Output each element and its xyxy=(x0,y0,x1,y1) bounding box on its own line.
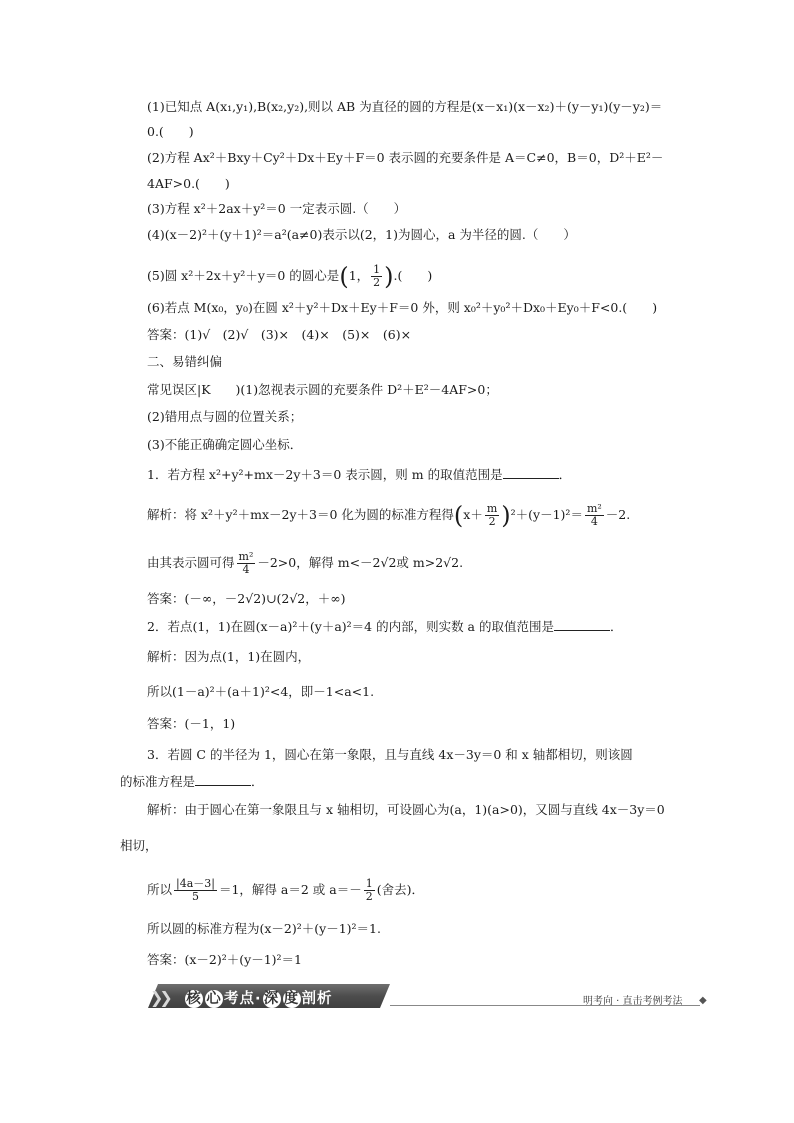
common-error-2: (2)错用点与圆的位置关系； xyxy=(147,409,303,424)
exercise-2-question xyxy=(147,618,623,635)
fraction-m-over-2 xyxy=(485,503,499,528)
question-5-inner: 1， xyxy=(348,268,370,283)
exercise-1-text: 1．若方程 x²+y²+mx－2y＋3＝0 表示圆，则 m 的取值范围是 xyxy=(147,467,503,482)
banner-right-note: 明考向 · 直击考例考法 xyxy=(583,996,683,1007)
banner-char-5: 度 xyxy=(283,991,300,1007)
exercise-3-answer: 答案：(x－2)²＋(y－1)²＝1 xyxy=(147,952,302,967)
diamond-icon: ◆ xyxy=(699,995,707,1006)
answer-blank xyxy=(195,773,251,786)
exercise-1-question xyxy=(147,466,571,483)
solution-1-prefix: 解析：将 x²＋y²＋mx－2y＋3＝0 化为圆的标准方程得 xyxy=(147,507,454,522)
question-5-prefix: (5)圆 x²＋2x＋y²＋y＝0 的圆心是 xyxy=(147,268,340,283)
fraction-denominator: 5 xyxy=(192,890,199,903)
fraction-numerator: m xyxy=(486,502,498,515)
question-5 xyxy=(147,264,432,289)
solution-1b-prefix: 由其表示圆可得 xyxy=(147,555,235,570)
exercise-3-question-b xyxy=(120,773,264,790)
common-error-3: (3)不能正确确定圆心坐标． xyxy=(147,437,303,452)
solution-3-suffix: (舍去)． xyxy=(376,882,424,897)
exercise-1-answer: 答案：(－∞，－2√2)∪(2√2，＋∞) xyxy=(147,591,346,606)
question-3: (3)方程 x²＋2ax＋y²＝0 一定表示圆.（ ） xyxy=(147,201,407,216)
question-5-suffix: .( ) xyxy=(393,268,433,283)
right-paren: ) xyxy=(501,501,511,530)
exercise-2-solution-b: 所以(1－a)²＋(a＋1)²<4，即－1<a<1. xyxy=(147,684,375,699)
exercise-1-solution-b xyxy=(147,551,463,576)
exercise-3-end: ． xyxy=(251,774,264,789)
exercise-2-end: ． xyxy=(609,619,623,634)
fraction-one-half xyxy=(364,878,375,903)
fraction-denominator: 2 xyxy=(488,515,496,528)
answer-blank xyxy=(503,466,559,479)
answer-part-1: 答案：(1)√ (2)√ (3)× (4)× (5)× (6)× xyxy=(147,327,412,342)
exercise-2-text: 2．若点(1，1)在圆(x－a)²＋(y＋a)²＝4 的内部，则实数 a 的取值范围是 xyxy=(147,619,554,634)
solution-1-middle: ²＋(y－1)²＝ xyxy=(510,507,583,522)
exercise-1-end: ． xyxy=(558,467,572,482)
question-6: (6)若点 M(x₀，y₀)在圆 x²＋y²＋Dx＋Ey＋F＝0 外，则 x₀²＋y₀²＋Dx₀＋Ey₀＋F<0.( ) xyxy=(147,300,658,315)
banner-char-3: 考点 xyxy=(224,991,255,1007)
fraction-numerator: 1 xyxy=(365,877,373,890)
fraction-m2-over-4 xyxy=(585,503,604,528)
chevron-right-icon: ❯❯ xyxy=(150,988,169,1007)
fraction-numerator: m² xyxy=(238,550,254,563)
fraction-denominator: 4 xyxy=(590,515,598,528)
exercise-3-solution-b: 相切， xyxy=(120,838,158,853)
fraction-denominator: 4 xyxy=(242,563,250,576)
section-banner xyxy=(148,984,390,1008)
solution-1-inner: x＋ xyxy=(463,507,483,522)
banner-char-1: 核 xyxy=(186,991,202,1007)
answer-blank xyxy=(554,618,610,631)
solution-1-tail: －2. xyxy=(605,507,631,522)
question-2-line-a: (2)方程 Ax²＋Bxy＋Cy²＋Dx＋Ey＋F＝0 表示圆的充要条件是 A＝C≠0，B＝0，D²＋E²－ xyxy=(147,150,664,165)
fraction-numerator: |4a－3| xyxy=(176,877,215,890)
section-2-heading: 二、易错纠偏 xyxy=(147,354,223,369)
banner-separator: · xyxy=(255,991,262,1007)
exercise-1-solution-a xyxy=(147,503,630,528)
banner-char-4: 深 xyxy=(263,991,280,1007)
question-4: (4)(x－2)²＋(y＋1)²＝a²(a≠0)表示以(2，1)为圆心，a 为半径的圆.（ ） xyxy=(147,227,576,242)
fraction-one-half xyxy=(371,264,382,289)
exercise-3-solution-c xyxy=(147,878,424,903)
fraction-abs-over-5 xyxy=(174,878,217,903)
left-paren: ( xyxy=(339,262,349,291)
exercise-2-answer: 答案：(－1，1) xyxy=(147,716,236,731)
exercise-3-text: 的标准方程是 xyxy=(120,774,196,789)
right-paren: ) xyxy=(384,262,394,291)
left-paren: ( xyxy=(453,501,464,530)
solution-3-middle: ＝1，解得 a＝2 或 a＝－ xyxy=(218,882,362,897)
banner-char-6: 剖析 xyxy=(301,991,333,1007)
solution-1b-suffix: －2>0，解得 m<－2√2或 m>2√2. xyxy=(257,555,464,570)
exercise-3-solution-a: 解析：由于圆心在第一象限且与 x 轴相切，可设圆心为(a，1)(a>0)，又圆与直线 4x－3y＝0 xyxy=(147,802,665,817)
banner-title xyxy=(184,987,333,1008)
fraction-m2-over-4 xyxy=(237,551,256,576)
fraction-denominator: 2 xyxy=(365,890,373,903)
fraction-denominator: 2 xyxy=(373,276,381,289)
solution-3-prefix: 所以 xyxy=(147,882,173,897)
common-error-1: 常见误区|K )(1)忽视表示圆的充要条件 D²＋E²－4AF>0； xyxy=(147,382,498,397)
fraction-numerator: m² xyxy=(586,502,602,515)
exercise-3-solution-d: 所以圆的标准方程为(x－2)²＋(y－1)²＝1. xyxy=(147,921,381,936)
fraction-numerator: 1 xyxy=(373,263,381,276)
question-2-line-b: 4AF>0.( ) xyxy=(147,176,230,191)
exercise-2-solution-a: 解析：因为点(1，1)在圆内， xyxy=(147,649,311,664)
question-1-line-a: (1)已知点 A(x₁,y₁),B(x₂,y₂),则以 AB 为直径的圆的方程是(x－x₁)(x－x₂)＋(y－y₁)(y－y₂)＝ xyxy=(147,99,663,114)
question-1-line-b: 0.( ) xyxy=(147,124,194,139)
banner-char-2: 心 xyxy=(206,991,222,1007)
exercise-3-question-a: 3．若圆 C 的半径为 1，圆心在第一象限，且与直线 4x－3y＝0 和 x 轴都相切，则该圆 xyxy=(147,747,633,762)
